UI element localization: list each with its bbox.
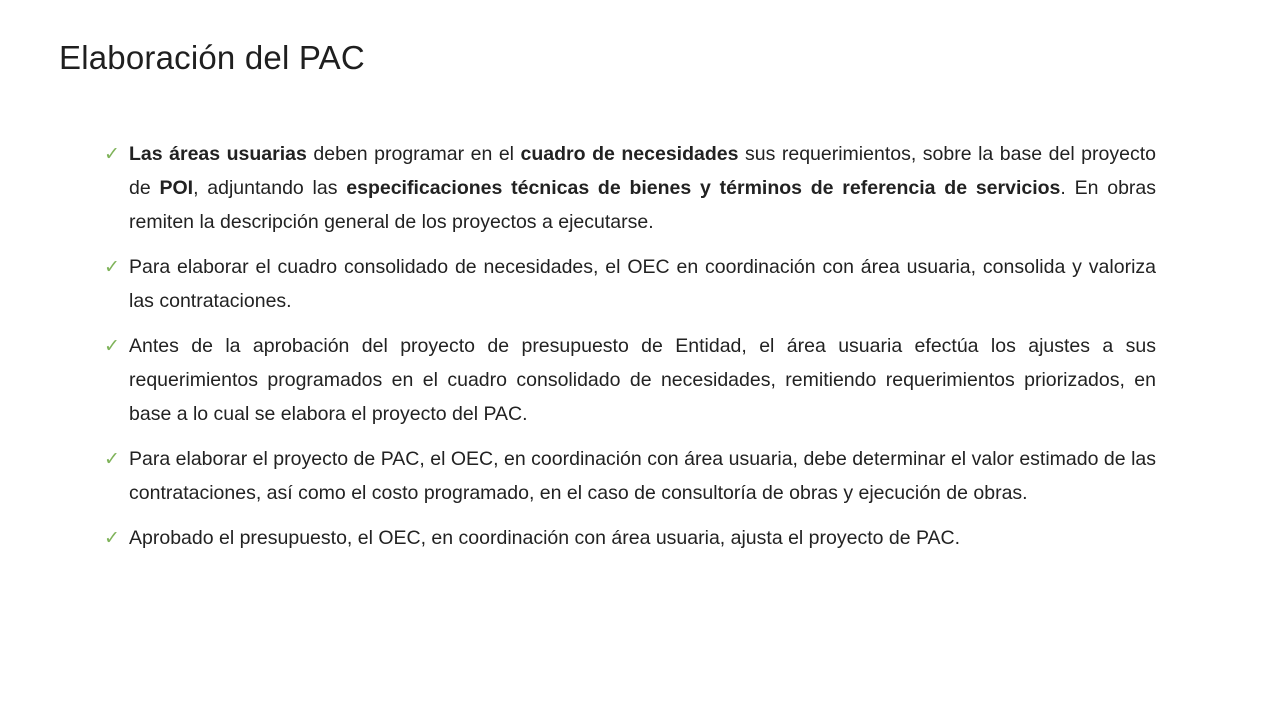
bullet-text: Para elaborar el cuadro consolidado de necesidades, el OEC en coordinación con área usuaria, consolida y valoriza las contrataciones. [129, 256, 1156, 312]
bullet-text: Para elaborar el proyecto de PAC, el OEC, en coordinación con área usuaria, debe determinar el valor estimado de las contrataciones, así como el costo programado, en el caso de consultoría de obras y ejecución de obras. [129, 448, 1156, 504]
check-icon: ✓ [104, 448, 120, 470]
bullet-text-bold: Las áreas usuarias [129, 143, 307, 165]
bullet-item [104, 442, 1156, 510]
bullet-text: Antes de la aprobación del proyecto de presupuesto de Entidad, el área usuaria efectúa los ajustes a sus requerimientos programados en el cuadro consolidado de necesidades, remitiendo requerimientos priorizados, en base a lo cual se elabora el proyecto del PAC. [129, 335, 1156, 425]
bullet-item [104, 329, 1156, 431]
bullet-text-bold: cuadro de necesidades [520, 143, 739, 165]
check-icon: ✓ [104, 143, 120, 165]
slide-title: Elaboración del PAC [59, 39, 365, 76]
bullet-text: sus requerimientos, sobre la base del proyecto de [129, 143, 1156, 199]
bullet-item [104, 250, 1156, 318]
bullet-text: . En obras remiten la descripción general de los proyectos a ejecutarse. [129, 177, 1157, 233]
bullet-text: Aprobado el presupuesto, el OEC, en coordinación con área usuaria, ajusta el proyecto de PAC. [129, 527, 961, 549]
check-icon: ✓ [104, 527, 120, 549]
check-icon: ✓ [104, 256, 120, 278]
bullet-item [104, 137, 1156, 239]
bullet-text: deben programar en el [306, 143, 521, 165]
bullet-item [104, 521, 1156, 555]
bullet-text-bold: POI [159, 177, 194, 199]
bullet-text: , adjuntando las [193, 177, 347, 199]
bullet-list [104, 137, 1156, 566]
bullet-text-bold: especificaciones técnicas de bienes y términos de referencia de servicios [346, 177, 1061, 199]
check-icon: ✓ [104, 335, 120, 357]
